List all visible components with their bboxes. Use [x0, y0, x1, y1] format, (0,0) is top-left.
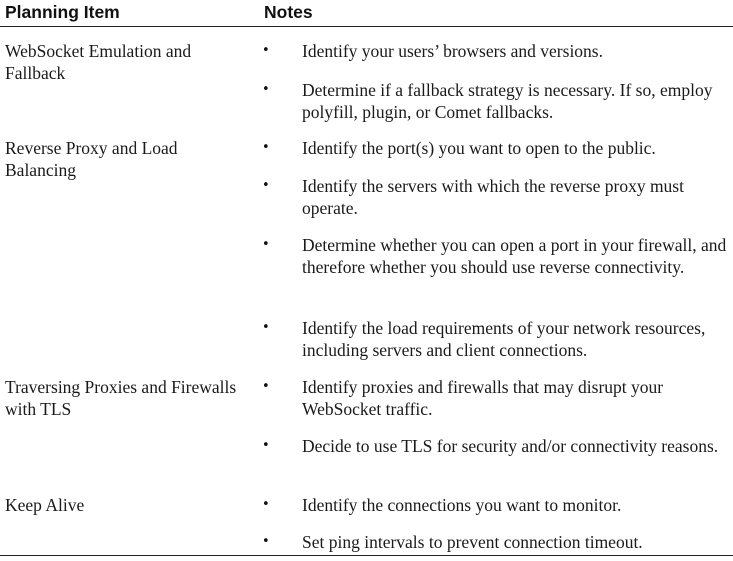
bullet-icon: • [262, 497, 270, 512]
note-text: Determine whether you can open a port in your firewall, and therefore whether you should use reverse connectivity. [302, 235, 727, 277]
planning-item-label: Keep Alive [5, 495, 85, 515]
bullet-icon: • [262, 140, 270, 155]
note-text: Identify the connections you want to monitor. [302, 495, 622, 515]
note-text: Identify your users’ browsers and versions. [302, 41, 603, 61]
note-text: Identify the load requirements of your network resources, including servers and client connections. [302, 318, 706, 360]
bullet-icon: • [262, 43, 270, 58]
bullet-icon: • [262, 178, 270, 193]
planning-item-label: Reverse Proxy and Load Balancing [5, 138, 178, 180]
note-text: Decide to use TLS for security and/or connectivity reasons. [302, 436, 719, 456]
bottom-divider [0, 555, 733, 556]
note-text: Identify the port(s) you want to open to the public. [302, 138, 656, 158]
bullet-icon: • [262, 320, 270, 335]
header-notes: Notes [264, 2, 313, 22]
note-text: Identify the servers with which the reverse proxy must operate. [302, 176, 684, 218]
table-header [0, 0, 733, 27]
note-text: Set ping intervals to prevent connection timeout. [302, 532, 643, 552]
bullet-icon: • [262, 438, 270, 453]
note-text: Determine if a fallback strategy is necessary. If so, employ polyfill, plugin, or Comet fallbacks. [302, 80, 713, 122]
bullet-icon: • [262, 534, 270, 549]
bullet-icon: • [262, 237, 270, 252]
planning-item-label: WebSocket Emulation and Fallback [5, 41, 192, 83]
planning-item-label: Traversing Proxies and Firewalls with TLS [5, 377, 237, 419]
bullet-icon: • [262, 379, 270, 394]
bullet-icon: • [262, 82, 270, 97]
header-planning-item: Planning Item [5, 2, 120, 22]
note-text: Identify proxies and firewalls that may disrupt your WebSocket traffic. [302, 377, 664, 419]
